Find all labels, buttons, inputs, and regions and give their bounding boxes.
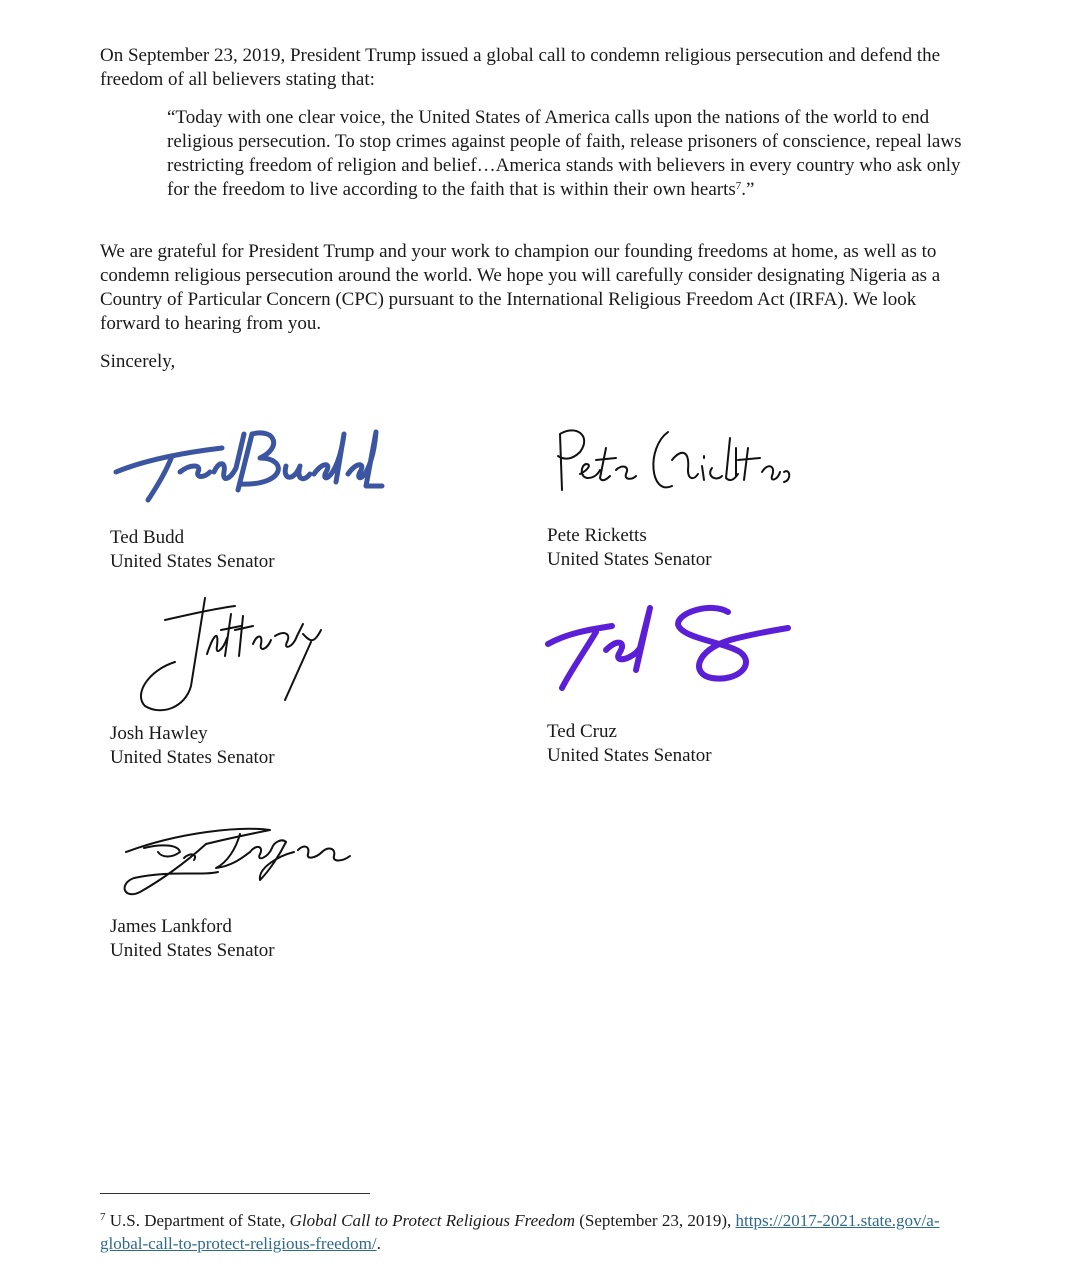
signer-title: United States Senator (547, 745, 712, 766)
signer-pete-ricketts (547, 524, 712, 572)
signature-pete-ricketts (540, 420, 800, 505)
footnote (100, 1209, 980, 1255)
signature-james-lankford (110, 818, 360, 908)
block-quote (167, 106, 977, 202)
signer-ted-budd (110, 526, 275, 574)
signer-name: Ted Budd (110, 527, 185, 548)
footnote-reference[interactable]: 7 (735, 180, 742, 192)
footnote-prefix: U.S. Department of State, (105, 1211, 290, 1230)
signer-title: United States Senator (110, 551, 275, 572)
footnote-title: Global Call to Protect Religious Freedom (289, 1211, 575, 1230)
signature-ted-budd (110, 420, 390, 510)
signer-name: Josh Hawley (110, 723, 208, 744)
intro-paragraph: On September 23, 2019, President Trump issued a global call to condemn religious persecution and defend the freedom of all believers stating that: (100, 45, 941, 90)
quote-end: .” (741, 179, 755, 200)
signer-title: United States Senator (110, 940, 275, 961)
footnote-end: . (376, 1234, 381, 1253)
footnote-date: (September 23, 2019), (574, 1211, 736, 1230)
footnote-link[interactable]: https://2017-2021.state.gov/a-global-call-to-protect-religious-freedom/ (100, 1211, 940, 1253)
signer-james-lankford (110, 915, 275, 963)
signer-name: Ted Cruz (547, 721, 617, 742)
footnote-number: 7 (100, 1211, 106, 1223)
closing: Sincerely, (100, 351, 176, 372)
signer-title: United States Senator (110, 747, 275, 768)
quote-text: “Today with one clear voice, the United States of America calls upon the nations of the world to end religious persecution. To stop crimes against people of faith, release prisoners of conscience, repeal laws restricting freedom of religion and belief…America stands with believers in every country who ask only for the freedom to live according to the faith that is within their own hearts (167, 107, 962, 200)
request-paragraph: We are grateful for President Trump and your work to champion our founding freedoms at home, as well as to condemn religious persecution around the world. We hope you will carefully consider designating Nigeria as a Country of Particular Concern (CPC) pursuant to the International Religious Freedom Act (IRFA). We look forward to hearing from you. (100, 241, 941, 334)
signer-name: Pete Ricketts (547, 525, 647, 546)
footnote-divider (100, 1193, 370, 1194)
signature-ted-cruz (540, 598, 800, 698)
signer-ted-cruz (547, 720, 712, 768)
signer-title: United States Senator (547, 549, 712, 570)
signer-name: James Lankford (110, 916, 232, 937)
signature-josh-hawley (135, 590, 335, 720)
signer-josh-hawley (110, 722, 275, 770)
